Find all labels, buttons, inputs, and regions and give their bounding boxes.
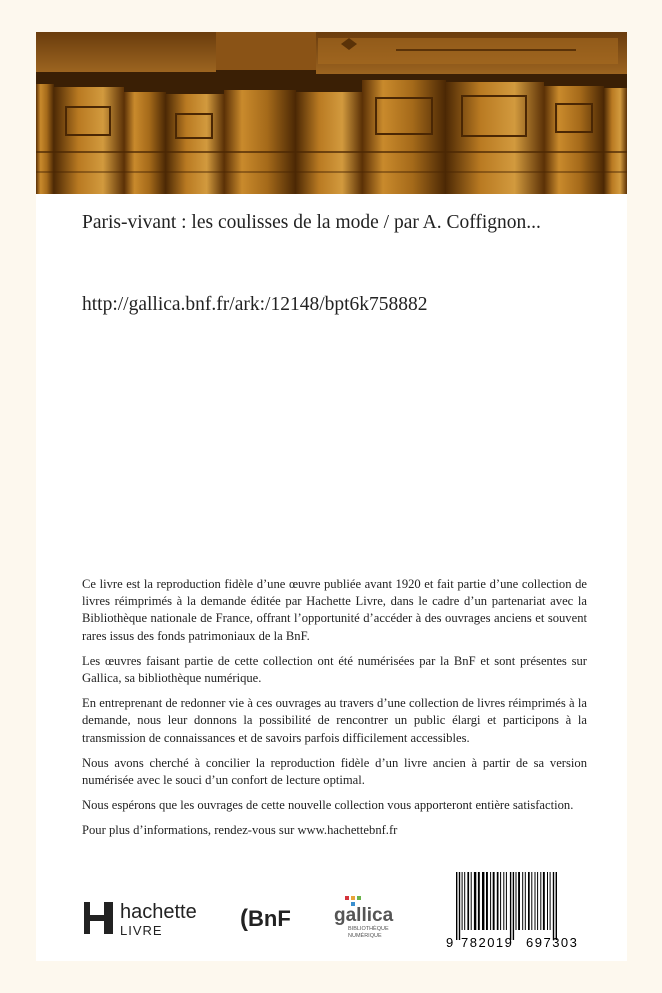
hachette-logo [84, 901, 197, 938]
barcode-bar [528, 872, 530, 930]
barcode-bar [531, 872, 532, 930]
isbn-group-2: 697303 [526, 935, 579, 950]
barcode-bar [500, 872, 501, 930]
isbn-group-1: 782019 [461, 935, 514, 950]
cover-page [36, 32, 627, 961]
barcode-bar [537, 872, 538, 930]
barcode-bar [464, 872, 465, 930]
barcode-bar [506, 872, 507, 930]
paragraph-more-info: Pour plus d’informations, rendez-vous sur www.hachettebnf.fr [82, 823, 398, 838]
paragraph-satisfaction: Nous espérons que les ouvrages de cette nouvelle collection vous apporteront entière satisfaction. [82, 798, 574, 813]
barcode-bar [543, 872, 545, 930]
barcode-bar [547, 872, 548, 930]
paragraph-reading-comfort: Nous avons cherché à concilier la reproduction fidèle d’un livre ancien à partir de sa version numérisée avec le souci d’un confort de lecture optimal. [82, 755, 587, 788]
book-spines-illustration [36, 32, 627, 194]
gallica-sub1: BIBLIOTHÈQUE [348, 926, 389, 932]
barcode-bar [540, 872, 541, 930]
barcode-bar [556, 872, 557, 940]
barcode-bar [535, 872, 536, 930]
hachette-sub: LIVRE [120, 923, 163, 938]
barcode-bar [467, 872, 469, 930]
barcode-bar [525, 872, 526, 930]
publisher-logos [82, 894, 412, 944]
barcode-bar [493, 872, 495, 930]
barcode-bar [518, 872, 520, 930]
gallica-logo [334, 896, 394, 939]
barcode-bar [456, 872, 457, 940]
barcode-bar [471, 872, 472, 930]
book-title: Paris-vivant : les coulisses de la mode / par A. Coffignon... [82, 212, 541, 233]
paragraph-reproduction: Ce livre est la reproduction fidèle d’une œuvre publiée avant 1920 et fait partie d’une collection de livres réimprimés à la demande éditée par Hachette Livre, dans le cadre d’un partenariat avec la Bibliothèque nationale de France, offrant l’opportunité d’accéder à des ouvrages anciens et souvent rares issus des fonds patrimoniaux de la BnF. [82, 577, 587, 643]
isbn-lead-digit: 9 [446, 935, 454, 950]
hachette-name: hachette [120, 901, 197, 923]
barcode-bar [497, 872, 499, 930]
barcode-bar [522, 872, 523, 930]
book-spines-image [36, 32, 627, 194]
barcode-bar [474, 872, 476, 930]
barcode-bar [550, 872, 551, 930]
barcode-bar [513, 872, 514, 940]
barcode-bar [478, 872, 480, 930]
isbn-barcode [446, 870, 596, 950]
paragraph-gallica: Les œuvres faisant partie de cette collection ont été numérisées par la BnF et sont présentes sur Gallica, sa bibliothèque numérique. [82, 653, 587, 686]
bnf-label: BnF [248, 906, 291, 931]
gallica-label: gallica [334, 905, 394, 926]
barcode-bar [510, 872, 511, 940]
description-text [82, 576, 587, 848]
paragraph-mission: En entreprenant de redonner vie à ces ouvrages au travers d’une collection de livres réimprimés à la demande, nous leur donnons la possibilité de rencontrer un public élargi et participons à la transmission de connaissances et de savoirs parfois difficilement accessibles. [82, 696, 587, 745]
barcode-bar [503, 872, 504, 930]
barcode-bar [490, 872, 491, 930]
barcode-bar [553, 872, 554, 940]
barcode-bar [516, 872, 517, 930]
barcode-bar [462, 872, 463, 930]
barcode-bar [459, 872, 460, 940]
svg-text:(: ( [240, 905, 248, 932]
gallica-sub2: NUMÉRIQUE [348, 933, 382, 939]
barcode-bar [486, 872, 488, 930]
gallica-url[interactable]: http://gallica.bnf.fr/ark:/12148/bpt6k758882 [82, 294, 428, 315]
barcode-bar [482, 872, 484, 930]
bnf-logo [240, 905, 291, 932]
